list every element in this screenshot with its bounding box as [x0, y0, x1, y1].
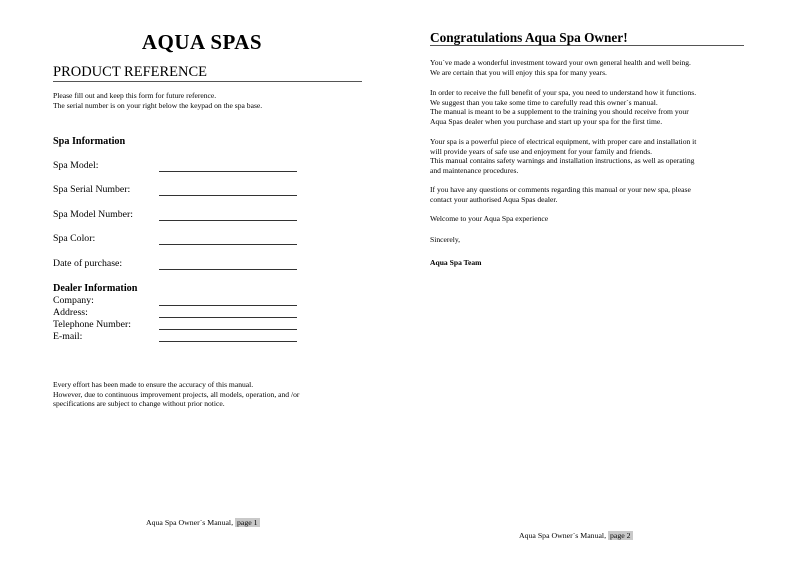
manual-page-2: [404, 0, 808, 573]
footer-text: Aqua Spa Owner´s Manual,: [519, 531, 607, 540]
spa-color-line: [159, 244, 297, 245]
paragraph-line: will provide years of safe use and enjoyment for your family and friends.: [430, 146, 653, 156]
paragraph-safety: [430, 137, 790, 175]
spa-model-number-label: Spa Model Number:: [53, 209, 133, 220]
product-reference-heading: PRODUCT REFERENCE: [53, 64, 208, 80]
date-of-purchase-line: [159, 269, 297, 270]
paragraph-line: We suggest than you take some time to carefully read this owner´s manual.: [430, 97, 658, 107]
paragraph-line: If you have any questions or comments regarding this manual or your new spa, please: [430, 185, 691, 194]
spa-model-label: Spa Model:: [53, 160, 99, 171]
paragraph-line: and maintenance procedures.: [430, 165, 519, 175]
paragraph-understanding: [430, 88, 790, 126]
telephone-number-line: [159, 329, 297, 330]
brand-title: AQUA SPAS: [141, 30, 263, 54]
email-line: [159, 341, 297, 342]
spa-color-label: Spa Color:: [53, 233, 96, 244]
paragraph-line: Aqua Spas dealer when you purchase and start up your spa for the first time.: [430, 116, 663, 126]
paragraph-line: We are certain that you will enjoy this spa for many years.: [430, 67, 607, 77]
disclaimer-line: However, due to continuous improvement projects, all models, operation, and /or: [53, 389, 300, 399]
intro-line: Please fill out and keep this form for future reference.: [53, 91, 217, 100]
company-line: [159, 305, 297, 306]
page-footer: [146, 518, 260, 527]
date-of-purchase-label: Date of purchase:: [53, 258, 123, 269]
paragraph-line: contact your authorised Aqua Spas dealer.: [430, 194, 558, 204]
company-label: Company:: [53, 295, 94, 306]
spa-serial-number-line: [159, 195, 297, 196]
email-label: E-mail:: [53, 331, 83, 342]
page-number: page 2: [610, 531, 631, 540]
paragraph-questions: [430, 185, 790, 204]
page-number: page 1: [237, 518, 258, 527]
spa-information-heading: Spa Information: [53, 136, 126, 147]
signature-line: Aqua Spa Team: [430, 258, 482, 267]
intro-text: [53, 91, 262, 110]
spa-model-number-line: [159, 220, 297, 221]
paragraph-line: You´ve made a wonderful investment toward your own general health and well being.: [430, 58, 691, 67]
page-footer: [519, 531, 633, 540]
heading-rule: [53, 81, 362, 82]
dealer-information-heading: Dealer Information: [53, 283, 138, 294]
heading-rule: [430, 45, 744, 46]
paragraph-investment: [430, 58, 790, 77]
paragraph-line: Your spa is a powerful piece of electrical equipment, with proper care and installation it: [430, 137, 697, 146]
closing-line: Sincerely,: [430, 235, 461, 244]
disclaimer-line: specifications are subject to change without prior notice.: [53, 399, 225, 409]
paragraph-line: In order to receive the full benefit of your spa, you need to understand how it functions.: [430, 88, 697, 97]
address-line: [159, 317, 297, 318]
address-label: Address:: [53, 307, 88, 318]
disclaimer-text: [53, 380, 299, 409]
welcome-line: Welcome to your Aqua Spa experience: [430, 214, 549, 223]
telephone-number-label: Telephone Number:: [53, 319, 131, 330]
paragraph-line: The manual is meant to be a supplement to the training you should receive from your: [430, 107, 689, 117]
congratulations-heading: Congratulations Aqua Spa Owner!: [430, 30, 628, 45]
disclaimer-line: Every effort has been made to ensure the accuracy of this manual.: [53, 380, 254, 389]
spa-serial-number-label: Spa Serial Number:: [53, 184, 131, 195]
footer-text: Aqua Spa Owner´s Manual,: [146, 518, 234, 527]
intro-line: The serial number is on your right below the keypad on the spa base.: [53, 100, 263, 110]
spa-model-line: [159, 171, 297, 172]
paragraph-line: This manual contains safety warnings and installation instructions, as well as operating: [430, 156, 695, 166]
